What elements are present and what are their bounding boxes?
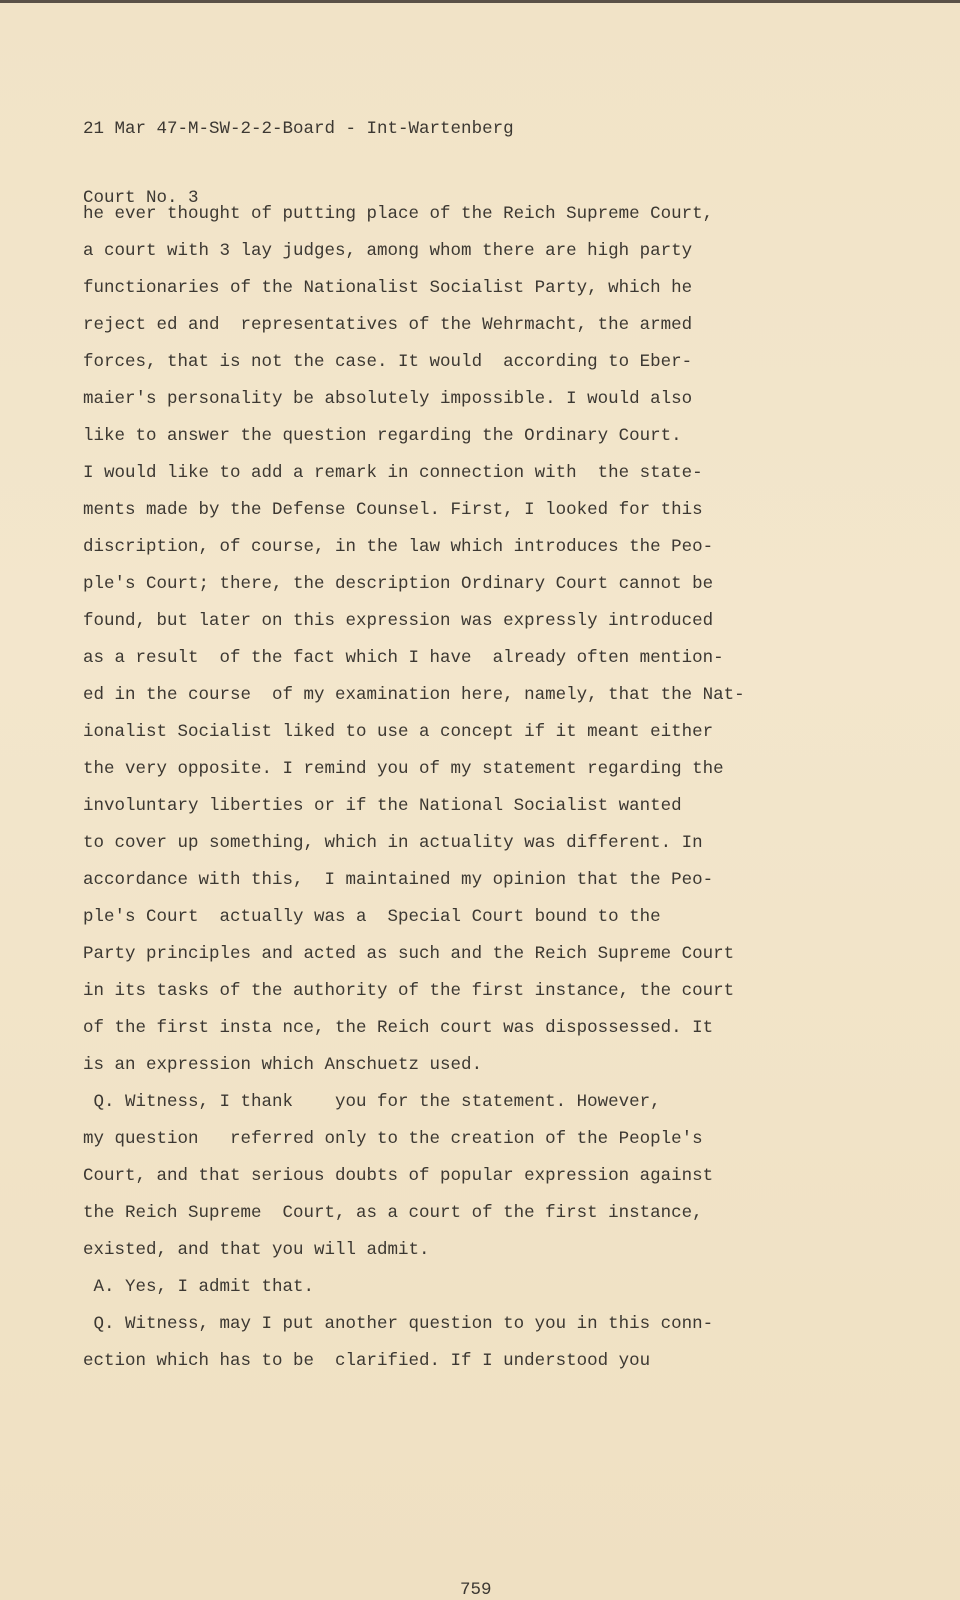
transcript-line: reject ed and representatives of the Wehrmacht, the armed — [83, 315, 693, 335]
transcript-line: maier's personality be absolutely impossible. I would also — [83, 389, 693, 409]
transcript-line: Party principles and acted as such and the Reich Supreme Court — [83, 944, 735, 964]
transcript-line: ionalist Socialist liked to use a concept if it meant either — [83, 722, 714, 742]
header-court-line: Court No. 3 — [83, 188, 199, 208]
transcript-line: ple's Court actually was a Special Court bound to the — [83, 907, 661, 927]
transcript-line: in its tasks of the authority of the first instance, the court — [83, 981, 735, 1001]
transcript-line: Q. Witness, may I put another question to you in this conn- — [83, 1314, 714, 1334]
transcript-line: ection which has to be clarified. If I understood you — [83, 1351, 651, 1371]
transcript-line: the very opposite. I remind you of my statement regarding the — [83, 759, 724, 779]
header-reference-line: 21 Mar 47-M-SW-2-2-Board - Int-Wartenberg — [83, 119, 514, 139]
transcript-line: ple's Court; there, the description Ordinary Court cannot be — [83, 574, 714, 594]
transcript-line: of the first insta nce, the Reich court was dispossessed. It — [83, 1018, 714, 1038]
transcript-line: ed in the course of my examination here, namely, that the Nat- — [83, 685, 745, 705]
transcript-line: I would like to add a remark in connection with the state- — [83, 463, 703, 483]
transcript-line: functionaries of the Nationalist Socialist Party, which he — [83, 278, 693, 298]
transcript-line: found, but later on this expression was expressly introduced — [83, 611, 714, 631]
transcript-line: my question referred only to the creation of the People's — [83, 1129, 703, 1149]
page-number: 759 — [460, 1580, 492, 1600]
transcript-line: ments made by the Defense Counsel. First, I looked for this — [83, 500, 703, 520]
transcript-line: to cover up something, which in actuality was different. In — [83, 833, 703, 853]
transcript-line: accordance with this, I maintained my opinion that the Peo- — [83, 870, 714, 890]
transcript-line: existed, and that you will admit. — [83, 1240, 430, 1260]
transcript-line: the Reich Supreme Court, as a court of the first instance, — [83, 1203, 703, 1223]
transcript-line: Q. Witness, I thank you for the statement. However, — [83, 1092, 661, 1112]
transcript-line: a court with 3 lay judges, among whom there are high party — [83, 241, 693, 261]
transcript-line: as a result of the fact which I have already often mention- — [83, 648, 724, 668]
transcript-line: Court, and that serious doubts of popular expression against — [83, 1166, 714, 1186]
transcript-line: is an expression which Anschuetz used. — [83, 1055, 483, 1075]
transcript-body — [83, 196, 928, 1380]
transcript-line: A. Yes, I admit that. — [83, 1277, 315, 1297]
transcript-line: forces, that is not the case. It would according to Eber- — [83, 352, 693, 372]
page-top-border — [0, 0, 960, 3]
transcript-line: involuntary liberties or if the National Socialist wanted — [83, 796, 682, 816]
transcript-line: discription, of course, in the law which introduces the Peo- — [83, 537, 714, 557]
transcript-line: he ever thought of putting place of the Reich Supreme Court, — [83, 204, 714, 224]
transcript-line: like to answer the question regarding the Ordinary Court. — [83, 426, 682, 446]
